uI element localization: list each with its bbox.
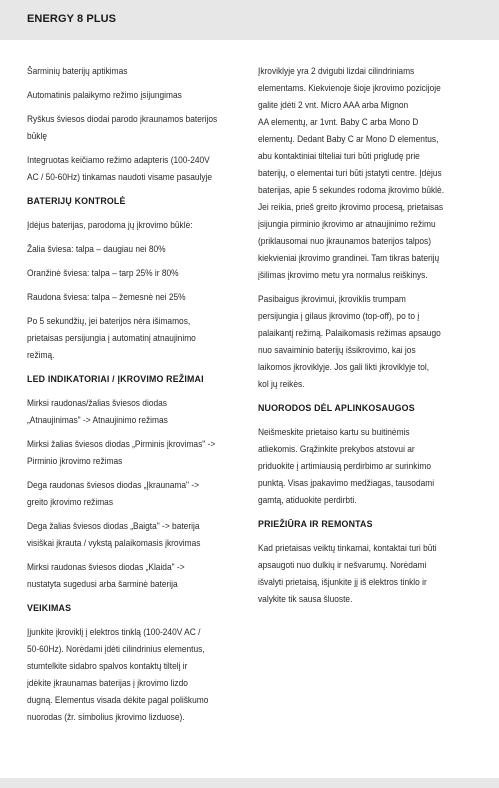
text-line: AC / 50-60Hz) tinkamas naudoti visame pasaulyje <box>27 172 213 182</box>
text-line: stumtelkite sidabro spalvos kontaktų tiltelį ir <box>27 661 188 671</box>
paragraph <box>27 265 244 282</box>
text-line: nustatyta sugedusi arba šarminė baterija <box>27 579 178 589</box>
section-heading-battery-control: BATERIJŲ KONTROLĖ <box>27 196 126 207</box>
text-line: Ryškus šviesos diodai parodo įkraunamos baterijos <box>27 114 218 124</box>
paragraph <box>258 63 475 284</box>
section-heading-maintenance: PRIEŽIŪRA IR REMONTAS <box>258 519 373 530</box>
paragraph <box>258 291 475 393</box>
text-line: Pasibaigus įkrovimui, įkroviklis trumpam <box>258 294 406 304</box>
paragraph <box>27 518 244 552</box>
paragraph <box>27 111 244 145</box>
text-line: Dega raudonas šviesos diodas „Įkraunama" -> <box>27 480 200 490</box>
text-line: Įjunkite įkroviklį į elektros tinklą (100-240V AC / <box>27 627 201 637</box>
paragraph <box>27 477 244 511</box>
text-line: kiekvieniai įkrovimo grandinei. Tam tikras baterijų <box>258 253 440 263</box>
text-line: išvalyti prietaisą, išjunkite jį iš elektros tinklo ir <box>258 577 427 587</box>
section-heading-environment: NUORODOS DĖL APLINKOSAUGOS <box>258 403 415 414</box>
text-line: „Atnaujinimas" -> Atnaujinimo režimas <box>27 415 168 425</box>
text-line: Po 5 sekundžių, jei baterijos nėra išimamos, <box>27 316 191 326</box>
text-line: įšilimas įkrovimo metu yra normalus reiškinys. <box>258 270 428 280</box>
text-line: baterijų, o elementai turi būti įstatyti centre. Įdėjus <box>258 168 442 178</box>
text-line: elementams. Kiekvienoje šioje įkrovimo pozicijoje <box>258 83 441 93</box>
section-heading-led-indicators: LED INDIKATORIAI / ĮKROVIMO REŽIMAI <box>27 374 204 385</box>
right-column <box>258 63 476 615</box>
text-line: Neišmeskite prietaiso kartu su buitinėmis <box>258 427 410 437</box>
paragraph <box>27 624 244 726</box>
paragraph <box>27 313 244 364</box>
text-line: prietaisas persijungia į automatinį atnaujinimo <box>27 333 196 343</box>
text-line: kol jų reikės. <box>258 379 305 389</box>
product-title: ENERGY 8 PLUS <box>27 13 117 25</box>
text-line: įdėkite įkraunamas baterijas į įkrovimo lizdo <box>27 678 188 688</box>
paragraph <box>27 241 244 258</box>
paragraph <box>258 424 475 509</box>
text-line: punktą. Visas įpakavimo medžiagas, tausodami <box>258 478 435 488</box>
text-line: Įkroviklyje yra 2 dvigubi lizdai cilindriniams <box>258 66 415 76</box>
text-line: abu kontaktiniai tilteliai turi būti prigludę prie <box>258 151 420 161</box>
paragraph <box>27 395 244 429</box>
paragraph <box>27 152 244 186</box>
paragraph <box>27 217 244 234</box>
text-line: palaikantį režimą. Palaikomasis režimas apsaugo <box>258 328 441 338</box>
text-line: režimą. <box>27 350 55 360</box>
text-line: Mirksi žalias šviesos diodas „Pirminis įkrovimas" -> <box>27 439 216 449</box>
text-line: visiškai įkrauta / vykstą palaikomasis įkrovimas <box>27 538 201 548</box>
text-line: laikomos įkroviklyje. Jos gali likti įkroviklyje tol, <box>258 362 430 372</box>
text-line: persijungia į gilaus įkrovimo (top-off), po to į <box>258 311 420 321</box>
text-line: įsijungia pirminio įkrovimo ar atnaujinimo režimu <box>258 219 436 229</box>
text-line: Pirminio įkrovimo režimas <box>27 456 123 466</box>
text-line: baterijas, apie 5 sekundes rodoma įkrovimo būklė. <box>258 185 445 195</box>
paragraph <box>27 289 244 306</box>
text-line: Dega žalias šviesos diodas „Baigta" -> baterija <box>27 521 200 531</box>
paragraph <box>27 436 244 470</box>
text-line: Oranžinė šviesa: talpa – tarp 25% ir 80% <box>27 268 179 278</box>
text-line: gamtą, atiduokite perdirbti. <box>258 495 357 505</box>
text-line: Integruotas keičiamo režimo adapteris (100-240V <box>27 155 210 165</box>
text-line: Įdėjus baterijas, parodoma jų įkrovimo būklė: <box>27 220 193 230</box>
footer-bar <box>0 778 499 788</box>
header-bar <box>0 0 499 40</box>
text-line: Raudona šviesa: talpa – žemesnė nei 25% <box>27 292 186 302</box>
text-line: apsaugoti nuo dulkių ir nešvarumų. Norėdami <box>258 560 427 570</box>
text-line: Kad prietaisas veiktų tinkamai, kontaktai turi būti <box>258 543 437 553</box>
text-line: Mirksi raudonas šviesos diodas „Klaida" -> <box>27 562 185 572</box>
text-line: 50-60Hz). Norėdami įdėti cilindrinius elementus, <box>27 644 205 654</box>
paragraph <box>27 559 244 593</box>
paragraph <box>258 540 475 608</box>
text-line: atliekomis. Grąžinkite prekybos atstovui ar <box>258 444 415 454</box>
text-line: būklę <box>27 131 48 141</box>
paragraph <box>27 63 244 80</box>
text-line: Mirksi raudonas/žalias šviesos diodas <box>27 398 167 408</box>
text-line: nuo savaiminio baterijų išsikrovimo, kai jos <box>258 345 416 355</box>
text-line: nuorodas (žr. simbolius įkrovimo lizduose). <box>27 712 185 722</box>
left-column <box>27 63 245 733</box>
text-line: valykite tik sausa šluoste. <box>258 594 353 604</box>
text-line: AA elementų, ar 1vnt. Baby C arba Mono D <box>258 117 419 127</box>
text-line: galite įdėti 2 vnt. Micro AAA arba Mignon <box>258 100 409 110</box>
text-line: (priklausomai nuo įkraunamos baterijos talpos) <box>258 236 431 246</box>
section-heading-operation: VEIKIMAS <box>27 603 72 614</box>
text-line: greito įkrovimo režimas <box>27 497 114 507</box>
paragraph <box>27 87 244 104</box>
text-line: Žalia šviesa: talpa – daugiau nei 80% <box>27 244 166 254</box>
text-line: Jei reikia, prieš greito įkrovimo procesą, prietaisas <box>258 202 444 212</box>
text-line: Šarminių baterijų aptikimas <box>27 66 128 76</box>
text-line: Automatinis palaikymo režimo įsijungimas <box>27 90 182 100</box>
text-line: dugną. Elementus visada dėkite pagal poliškumo <box>27 695 209 705</box>
text-line: priduokite į artimiausią perdirbimo ar surinkimo <box>258 461 431 471</box>
text-line: elementų. Dedant Baby C ar Mono D elementus, <box>258 134 439 144</box>
